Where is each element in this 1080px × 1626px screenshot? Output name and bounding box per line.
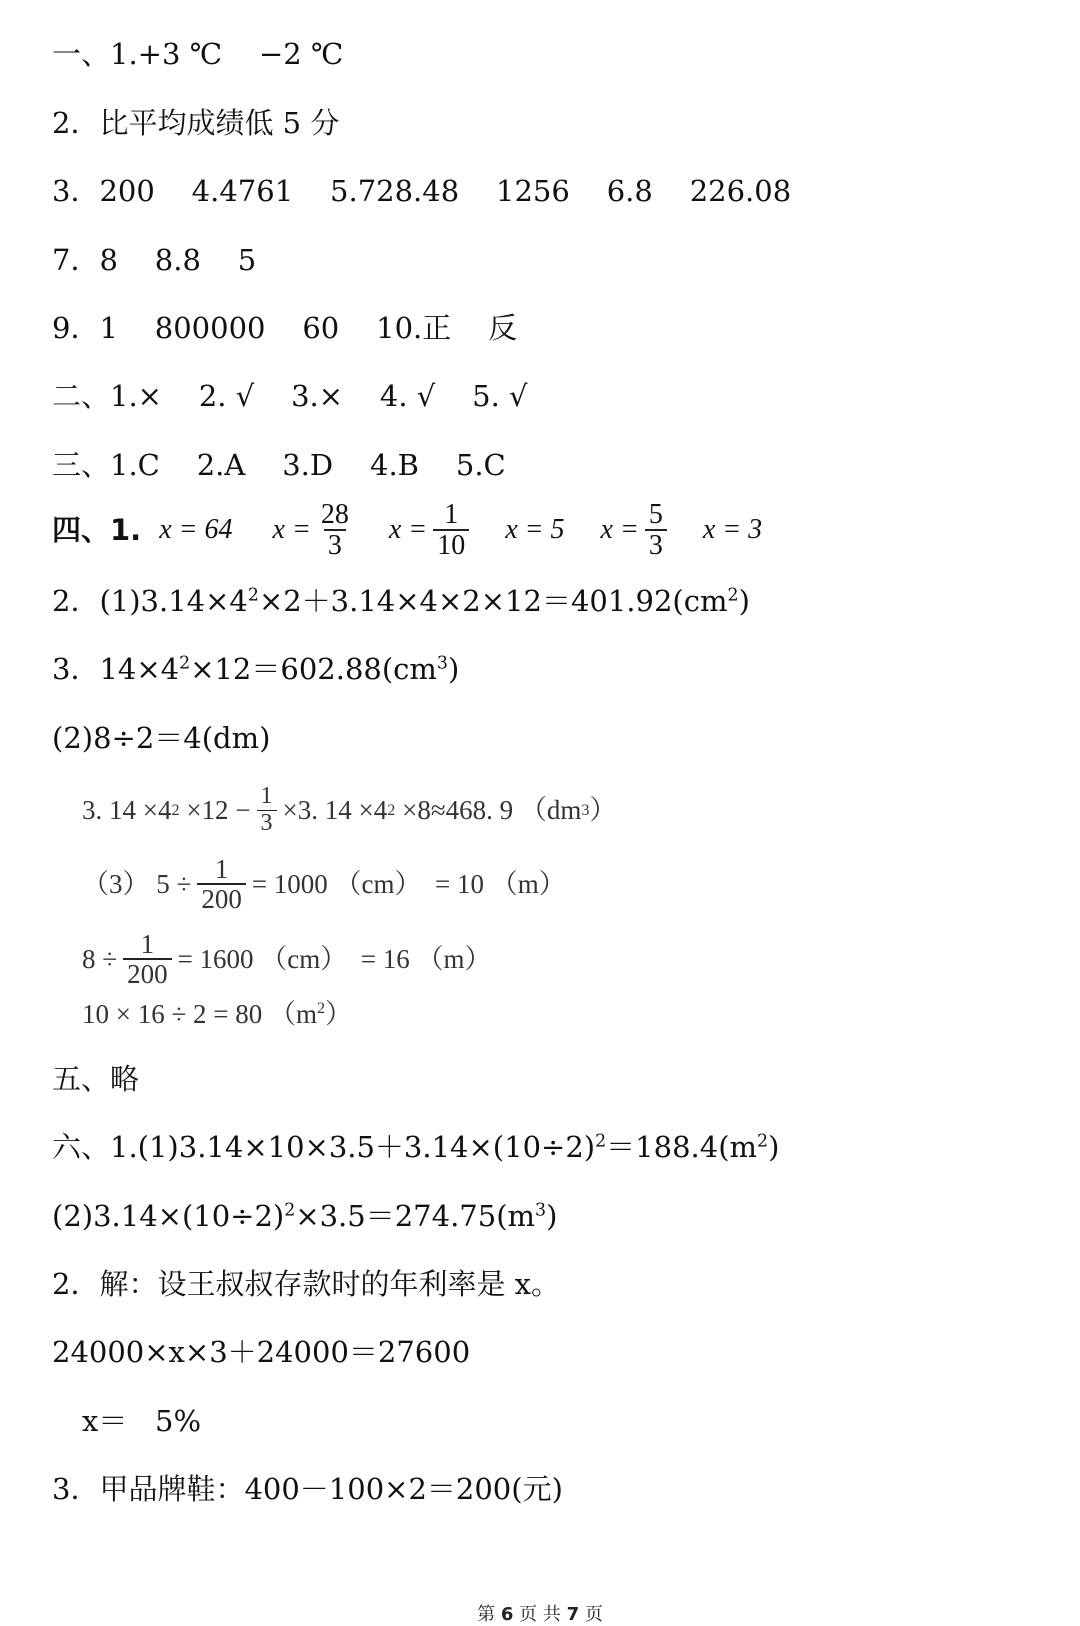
q4-answer-5-fraction [645, 500, 667, 561]
expr-part: ＝188.4(m [606, 1130, 758, 1164]
fraction-numerator: 1 [260, 783, 273, 810]
answer-line-6-1 [52, 1127, 779, 1167]
fraction-numerator: 5 [648, 498, 663, 530]
fraction-denominator: 3 [257, 810, 277, 836]
expr-part: ) [768, 1130, 780, 1164]
fraction-numerator: 1 [140, 928, 155, 959]
answer-line-4: 7．8 8.8 5 [52, 243, 257, 277]
answer-line-2: 2．比平均成绩低 5 分 [52, 106, 340, 140]
expr-part: 六、1.(1)3.14×10×3.5＋3.14×(10÷2) [52, 1130, 596, 1164]
superscript: 2 [179, 653, 191, 674]
fraction-denominator: 10 [433, 529, 469, 560]
expr-part: ×12＝602.88(cm [190, 652, 437, 686]
answer-line-shoes: 3．甲品牌鞋：400－100×2＝200(元) [52, 1472, 563, 1506]
answer-line-interest-result: x＝ 5% [82, 1404, 202, 1438]
answer-line-3: 3．200 4.4761 5.728.48 1256 6.8 226.08 [52, 174, 792, 208]
page-footer [0, 1600, 1080, 1626]
expr-part: ) [448, 652, 460, 686]
superscript: 2 [317, 999, 326, 1017]
answer-line-2-2: (2)8÷2＝4(dm) [52, 721, 271, 755]
answer-line-scale-1 [82, 852, 566, 916]
superscript: 2 [727, 585, 739, 606]
cone-fraction [257, 784, 277, 835]
expr-part: = 1600 （cm） = 16 （m） [177, 944, 492, 974]
fraction-denominator: 3 [324, 529, 346, 560]
answer-line-cylinder-volume [52, 649, 459, 689]
superscript: 2 [284, 1200, 296, 1221]
answer-line-6: 二、1.× 2. √ 3.× 4. √ 5. √ [52, 379, 528, 413]
answer-line-interest-intro: 2．解：设王叔叔存款时的年利率是 x。 [52, 1267, 561, 1301]
answer-line-cylinder-surface [52, 581, 750, 621]
expr-part: ） [589, 795, 617, 825]
answer-line-5: 9．1 800000 60 10.正 反 [52, 311, 518, 345]
page-number: 6 [500, 1604, 514, 1625]
expr-part: 2．(1)3.14×4 [52, 584, 248, 618]
superscript: 3 [535, 1200, 547, 1221]
footer-text: 页 [584, 1604, 603, 1625]
q4-answer-2-lhs: x = [272, 514, 311, 545]
footer-text: 页 共 [519, 1604, 561, 1625]
fraction-denominator: 3 [645, 529, 667, 560]
answer-line-cone-volume: 3. 14 ×4 2 ×12 − $\frac{1}{3}$ ×3. 14 ×4 2 ×8≈468. 9 （dm 3 ） [82, 783, 617, 836]
footer-text: 第 [477, 1604, 496, 1625]
expr-part: ) [546, 1199, 558, 1233]
expr-part: 3．14×4 [52, 652, 180, 686]
answer-line-7: 三、1.C 2.A 3.D 4.B 5.C [52, 448, 506, 482]
expr-part: 10 × 16 ÷ 2 = 80 （m [82, 999, 318, 1029]
fraction-denominator: 200 [197, 883, 246, 913]
expr-part: = 1000 （cm） = 10 （m） [251, 869, 566, 899]
answer-line-5-section: 五、略 [52, 1062, 140, 1096]
superscript: 3 [436, 653, 448, 674]
q4-answer-6: x = 3 [702, 514, 763, 545]
expr-part: ×12 − [179, 795, 251, 825]
fraction-numerator: 1 [214, 853, 229, 884]
expr-part: (2)3.14×(10÷2) [52, 1199, 285, 1233]
superscript: 2 [247, 585, 259, 606]
answer-line-1: 一、1.+3 ℃ −2 ℃ [52, 37, 344, 71]
q4-answer-3-fraction [433, 500, 469, 561]
expr-part: ×3. 14 ×4 [282, 795, 388, 825]
expr-part: 8 ÷ [82, 944, 118, 974]
fraction-numerator: 28 [320, 498, 349, 530]
answer-line-area [82, 994, 352, 1034]
q4-answer-4: x = 5 [505, 514, 565, 545]
expr-part: ×8≈468. 9 （dm [395, 795, 582, 825]
expr-part: ×3.5＝274.75(m [295, 1199, 536, 1233]
superscript: 2 [595, 1131, 607, 1152]
expr-part: ） [325, 999, 353, 1029]
answer-line-6-2 [52, 1196, 557, 1236]
expr-part: （3） 5 ÷ [82, 869, 192, 899]
answer-line-interest-equation: 24000×x×3＋24000＝27600 [52, 1335, 471, 1369]
q4-answer-5-lhs: x = [600, 514, 639, 545]
q4-answer-2-fraction [317, 500, 353, 561]
expr-part: 3. 14 ×4 [82, 795, 172, 825]
superscript: 2 [757, 1131, 769, 1152]
answer-line-q4 [52, 488, 762, 572]
fraction-numerator: 1 [444, 498, 459, 530]
q4-answer-3-lhs: x = [388, 514, 428, 545]
expr-part: ) [738, 584, 750, 618]
q4-answer-1: x = 64 [159, 514, 233, 545]
fraction-denominator: 200 [123, 958, 172, 988]
expr-part: ×2＋3.14×4×2×12＝401.92(cm [258, 584, 728, 618]
answer-line-scale-2 [82, 927, 492, 991]
total-pages: 7 [566, 1604, 580, 1625]
scale1-fraction [197, 855, 246, 914]
q4-prefix: 四、1. [52, 513, 142, 547]
scale2-fraction [123, 930, 172, 989]
